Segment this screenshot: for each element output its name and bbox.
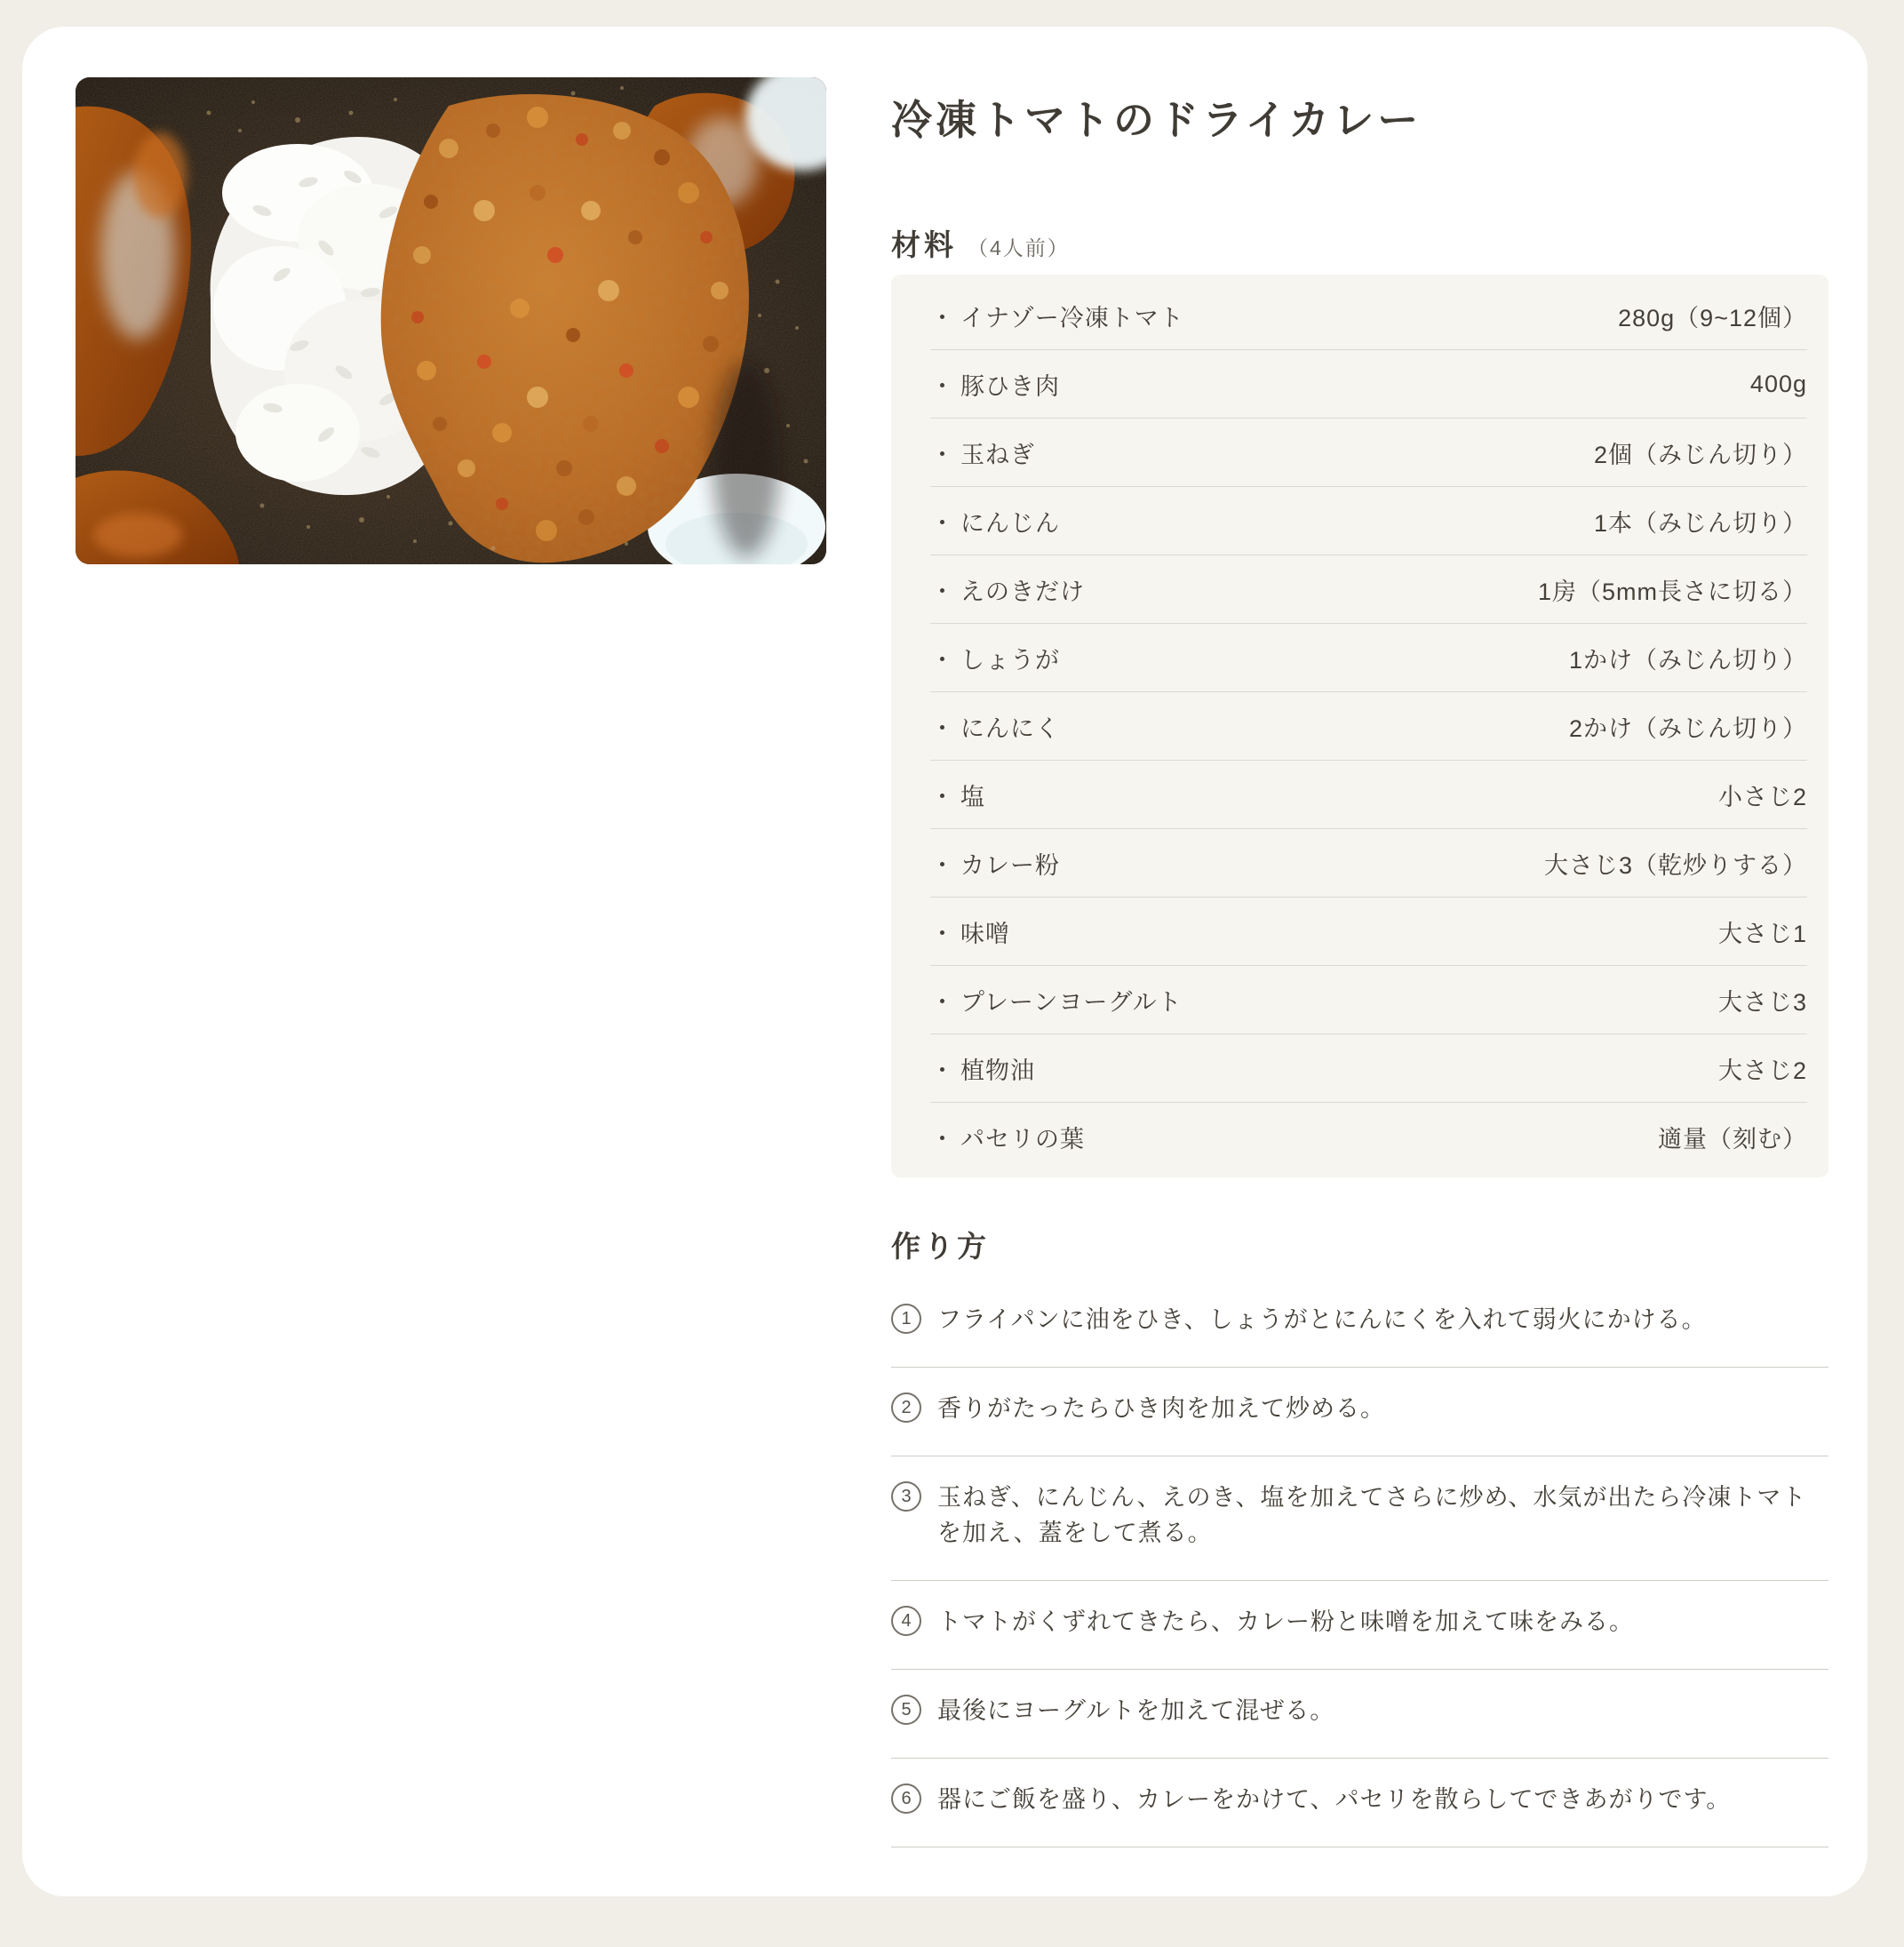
ingredient-name: ・ 味噌	[930, 914, 1010, 949]
step-number-badge: 2	[891, 1392, 921, 1423]
ingredient-amount: 2個（みじん切り）	[1593, 441, 1807, 468]
ingredient-amount: 2かけ（みじん切り）	[1568, 714, 1807, 742]
bullet: ・	[930, 441, 955, 468]
step-number-badge: 3	[891, 1481, 921, 1512]
steps-list	[891, 1279, 1828, 1847]
ingredient-row	[930, 692, 1807, 761]
ingredients-list	[891, 275, 1828, 1177]
ingredient-amount: 小さじ2	[1717, 783, 1807, 810]
ingredient-row	[930, 829, 1807, 898]
ingredient-amount: 大さじ3（乾炒りする）	[1543, 851, 1807, 879]
step-item	[891, 1279, 1828, 1368]
bullet: ・	[930, 920, 955, 947]
bullet: ・	[930, 783, 955, 810]
ingredient-amount: 大さじ2	[1717, 1057, 1807, 1084]
step-number-badge: 5	[891, 1695, 921, 1725]
bullet: ・	[930, 1057, 955, 1084]
bullet: ・	[930, 578, 955, 605]
ingredient-name: ・ 玉ねぎ	[930, 435, 1035, 470]
ingredient-amount: 大さじ3	[1717, 988, 1807, 1016]
steps-heading: 作り方	[891, 1230, 990, 1263]
step-item	[891, 1670, 1828, 1759]
ingredient-amount: 1房（5mm長さに切る）	[1537, 578, 1807, 605]
step-text: 最後にヨーグルトを加えて混ぜる。	[937, 1697, 1335, 1724]
step-number-badge: 1	[891, 1304, 921, 1334]
dish-photo-illustration	[76, 77, 826, 564]
ingredient-name: ・ 植物油	[930, 1051, 1035, 1086]
step-text: 香りがたったらひき肉を加えて炒める。	[937, 1395, 1385, 1422]
ingredient-amount: 1かけ（みじん切り）	[1568, 646, 1807, 674]
steps-header	[891, 1227, 1828, 1266]
ingredient-name: ・ パセリの葉	[930, 1120, 1085, 1154]
bullet: ・	[930, 372, 955, 400]
ingredient-amount: 400g	[1749, 370, 1807, 397]
ingredient-amount: 1本（みじん切り）	[1593, 509, 1807, 537]
ingredient-amount: 大さじ1	[1717, 920, 1807, 947]
bullet: ・	[930, 988, 955, 1016]
ingredient-row	[930, 966, 1807, 1034]
ingredient-name: ・ にんじん	[930, 504, 1060, 539]
step-text: トマトがくずれてきたら、カレー粉と味噌を加えて味をみる。	[937, 1608, 1634, 1635]
bullet: ・	[930, 714, 955, 742]
ingredient-row	[930, 898, 1807, 966]
ingredient-name: ・ にんにく	[930, 709, 1060, 744]
bullet: ・	[930, 646, 955, 674]
ingredient-name: ・ 塩	[930, 778, 985, 812]
ingredient-row	[930, 350, 1807, 419]
ingredient-name: ・ 豚ひき肉	[930, 367, 1060, 402]
ingredient-amount: 適量（刻む）	[1658, 1125, 1807, 1153]
recipe-title: 冷凍トマトのドライカレー	[891, 97, 1422, 143]
step-number-badge: 6	[891, 1783, 921, 1814]
bullet: ・	[930, 851, 955, 879]
ingredient-amount: 280g（9~12個）	[1618, 304, 1807, 331]
ingredient-row	[930, 419, 1807, 487]
ingredient-name: ・ イナゾー冷凍トマト	[930, 299, 1184, 333]
step-item	[891, 1456, 1828, 1581]
ingredient-name: ・ しょうが	[930, 641, 1060, 675]
step-item	[891, 1581, 1828, 1670]
step-text: フライパンに油をひき、しょうがとにんにくを入れて弱火にかける。	[937, 1306, 1707, 1333]
ingredient-row	[930, 555, 1807, 624]
recipe-content	[891, 27, 1828, 1847]
bullet: ・	[930, 304, 955, 331]
step-text: 器にご飯を盛り、カレーをかけて、パセリを散らしてできあがりです。	[937, 1786, 1732, 1813]
ingredients-header	[891, 226, 1828, 265]
ingredient-row	[930, 1103, 1807, 1170]
ingredient-row	[930, 761, 1807, 829]
step-number-badge: 4	[891, 1606, 921, 1636]
ingredients-heading: 材料	[891, 228, 957, 261]
step-item	[891, 1759, 1828, 1847]
step-text: 玉ねぎ、にんじん、えのき、塩を加えてさらに炒め、水気が出たら冷凍トマトを加え、蓋をして煮る。	[937, 1484, 1807, 1546]
ingredient-row	[930, 487, 1807, 555]
ingredient-row	[930, 282, 1807, 350]
ingredient-name: ・ えのきだけ	[930, 572, 1085, 607]
step-item	[891, 1368, 1828, 1456]
servings-label: （4人前）	[968, 236, 1070, 259]
ingredient-name: ・ カレー粉	[930, 846, 1060, 881]
ingredient-row	[930, 624, 1807, 692]
ingredient-name: ・ プレーンヨーグルト	[930, 983, 1183, 1017]
bullet: ・	[930, 509, 955, 537]
bullet: ・	[930, 1125, 955, 1153]
recipe-card	[22, 27, 1868, 1896]
dish-photo	[76, 77, 826, 564]
ingredient-row	[930, 1034, 1807, 1103]
